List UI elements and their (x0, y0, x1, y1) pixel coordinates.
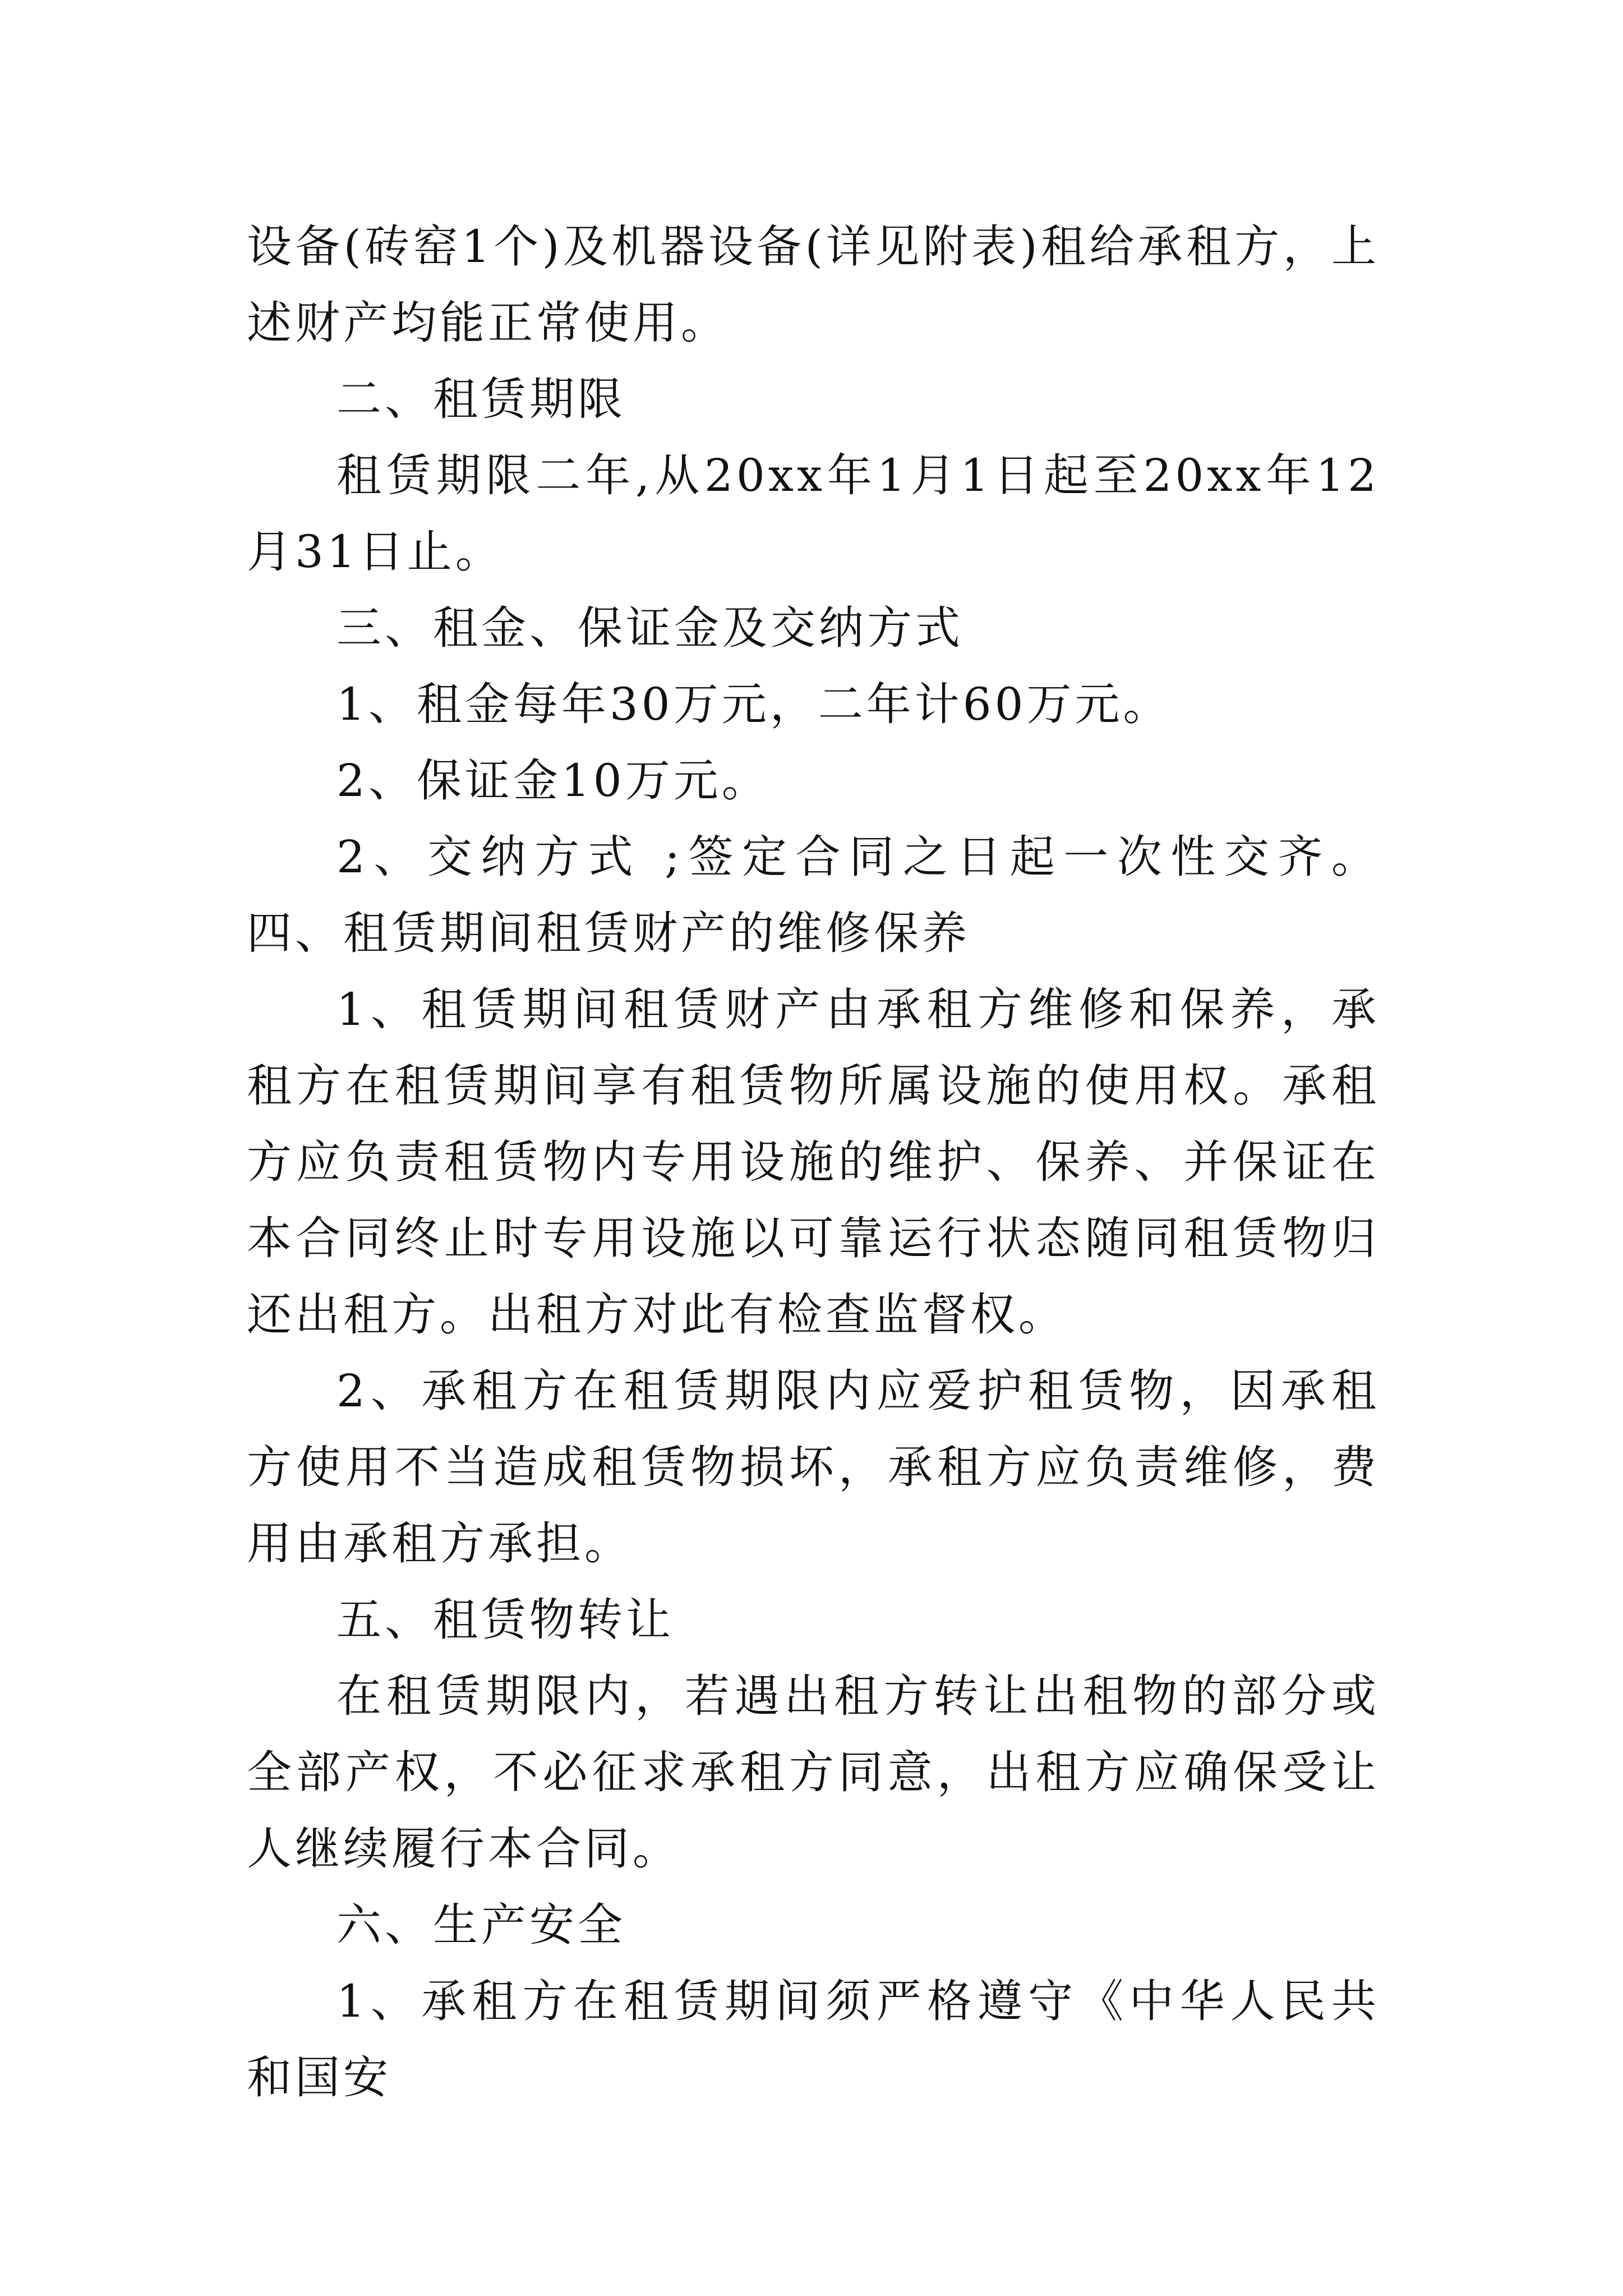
heading-rent-deposit: 三、租金、保证金及交纳方式 (336, 602, 963, 654)
paragraph-deposit-amount: 2、保证金10万元。 (336, 754, 770, 807)
paragraph-safety-1: 1、承租方在租赁期间须严格遵守《中华人民共和国安 (247, 1975, 1380, 2104)
paragraph-maintenance-2: 2、承租方在租赁期限内应爱护租赁物，因承租方使用不当造成租赁物损坏，承租方应负责维修，费用由承租方承担。 (247, 1365, 1380, 1570)
paragraph-payment-method: 2、交纳方式 ;签定合同之日起一次性交齐。 四、租赁期间租赁财产的维修保养 (247, 831, 1398, 959)
document-body (247, 209, 1398, 2116)
heading-lease-term: 二、租赁期限 (336, 373, 626, 425)
paragraph-rent-amount: 1、租金每年30万元，二年计60万元。 (336, 678, 1172, 730)
paragraph-transfer: 在租赁期限内，若遇出租方转让出租物的部分或全部产权，不必征求承租方同意，出租方应确保受让人继续履行本合同。 (247, 1670, 1380, 1875)
heading-transfer: 五、租赁物转让 (336, 1594, 674, 1646)
paragraph-lease-term: 租赁期限二年,从20xx年1月1日起至20xx年12月31日止。 (247, 449, 1380, 578)
paragraph-property-description: 设备(砖窑1个)及机器设备(详见附表)租给承租方，上述财产均能正常使用。 (247, 220, 1380, 349)
heading-production-safety: 六、生产安全 (336, 1899, 626, 1951)
paragraph-maintenance-1: 1、租赁期间租赁财产由承租方维修和保养，承租方在租赁期间享有租赁物所属设施的使用权。承租方应负责租赁物内专用设施的维护、保养、并保证在本合同终止时专用设施以可靠运行状态随同租赁物归还出租方。出租方对此有检查监督权。 (247, 983, 1380, 1341)
